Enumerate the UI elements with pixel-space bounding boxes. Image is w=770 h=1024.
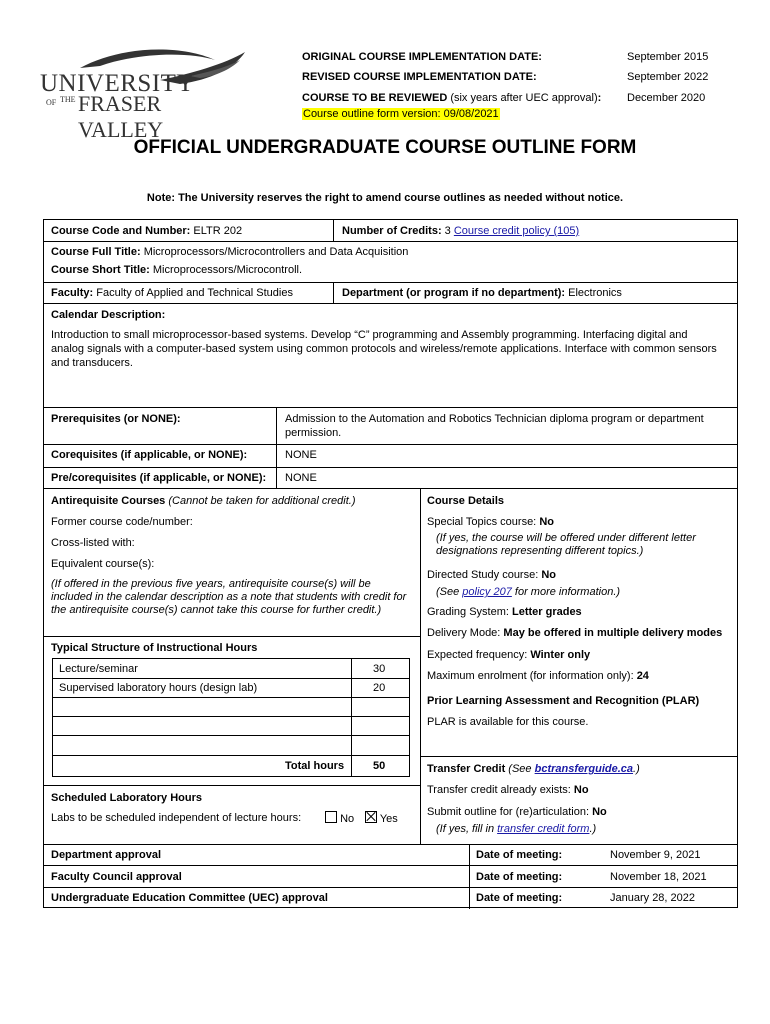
directed-study-field <box>427 568 556 582</box>
yes-label: Yes <box>379 813 398 825</box>
credits-value: 3 <box>441 225 454 237</box>
special-topics-value: No <box>539 516 554 528</box>
approval-label: Department approval <box>51 849 162 861</box>
delivery-value: May be offered in multiple delivery modes <box>503 627 723 639</box>
review-date-label: COURSE TO BE REVIEWED <box>302 92 448 104</box>
antireq-note: (Cannot be taken for additional credit.) <box>165 495 356 507</box>
calendar-description-label: Calendar Description: <box>51 309 166 321</box>
antireq-heading <box>51 494 355 508</box>
grading-label: Grading System: <box>427 606 512 618</box>
precoreq-value: NONE <box>285 472 317 484</box>
delivery-label: Delivery Mode: <box>427 627 504 639</box>
lab-hours-heading: Scheduled Laboratory Hours <box>51 792 202 804</box>
special-topics-label: Special Topics course: <box>427 516 540 528</box>
total-hours-value: 50 <box>373 760 386 772</box>
transfer-exists-value: No <box>573 784 589 796</box>
course-details-heading: Course Details <box>427 495 505 507</box>
no-checkbox[interactable] <box>325 811 337 823</box>
bctransferguide-link[interactable]: bctransferguide.ca <box>534 763 634 775</box>
transfer-credit-heading <box>427 762 640 776</box>
review-date-note: (six years after UEC approval) <box>447 92 598 104</box>
review-date-colon: : <box>597 92 602 104</box>
faculty-label: Faculty: <box>51 287 94 299</box>
short-title-label: Course Short Title: <box>51 264 150 276</box>
review-date-line <box>302 92 601 104</box>
submit-outline-label: Submit outline for (re)articulation: <box>427 806 593 818</box>
transfer-credit-label: Transfer Credit <box>427 763 506 775</box>
original-date-label: ORIGINAL COURSE IMPLEMENTATION DATE: <box>302 51 542 63</box>
review-date-value: December 2020 <box>627 92 706 104</box>
course-code-value: ELTR 202 <box>190 225 243 237</box>
logo-of-text: OF <box>46 98 57 107</box>
delivery-field <box>427 626 722 640</box>
yes-checkbox[interactable] <box>365 811 377 823</box>
former-course-label: Former course code/number: <box>51 516 193 528</box>
hours-table <box>52 658 410 777</box>
short-title-field <box>51 263 302 277</box>
original-date-value: September 2015 <box>627 51 709 63</box>
directed-note-post: for more information.) <box>511 586 621 598</box>
no-label: No <box>340 813 355 825</box>
lab-question: Labs to be scheduled independent of lecture hours: <box>51 812 302 824</box>
transfer-credit-form-link[interactable]: transfer credit form <box>497 823 590 835</box>
special-topics-note: (If yes, the course will be offered under different letter designations representing different topics.) <box>436 532 696 557</box>
grading-value: Letter grades <box>511 606 582 618</box>
directed-study-value: No <box>541 569 557 581</box>
prereq-value: Admission to the Automation and Robotics Technician diploma program or department permission. <box>285 413 704 439</box>
submit-outline-field <box>427 805 607 819</box>
faculty-field <box>51 286 293 300</box>
meeting-date: November 18, 2021 <box>610 871 707 883</box>
department-label: Department (or program if no department): <box>342 287 566 299</box>
prereq-label: Prerequisites (or NONE): <box>51 413 181 425</box>
department-field <box>342 286 622 300</box>
course-code-field <box>51 224 242 238</box>
lab-no-option[interactable] <box>325 811 354 826</box>
form-version: Course outline form version: 09/08/2021 <box>303 108 499 120</box>
approval-label: Undergraduate Education Committee (UEC) approval <box>51 892 328 904</box>
hours-row-name: Lecture/seminar <box>59 663 138 675</box>
total-hours-label: Total hours <box>285 760 345 772</box>
plar-heading: Prior Learning Assessment and Recognition (PLAR) <box>427 695 700 707</box>
revised-date-value: September 2022 <box>627 71 709 83</box>
directed-study-note <box>436 585 620 599</box>
course-outline-form <box>43 219 738 908</box>
antireq-label: Antirequisite Courses <box>51 495 166 507</box>
logo-fraser-valley-text: FRASER VALLEY <box>78 91 164 142</box>
hours-row-name: Supervised laboratory hours (design lab) <box>59 682 258 694</box>
lab-yes-option[interactable] <box>365 811 398 826</box>
grading-field <box>427 605 582 619</box>
credits-label: Number of Credits: <box>342 225 442 237</box>
transfer-note-pre: (See <box>505 763 535 775</box>
department-value: Electronics <box>565 287 622 299</box>
credits-field <box>342 224 579 238</box>
coreq-value: NONE <box>285 449 317 461</box>
logo-the-text: THE <box>60 95 76 104</box>
hours-row-value: 20 <box>373 682 386 694</box>
full-title-field <box>51 245 408 259</box>
revised-date-label: REVISED COURSE IMPLEMENTATION DATE: <box>302 71 537 83</box>
transfer-form-note <box>436 822 596 836</box>
course-code-label: Course Code and Number: <box>51 225 191 237</box>
crosslisted-label: Cross-listed with: <box>51 537 135 549</box>
enrolment-label: Maximum enrolment (for information only): <box>427 670 637 682</box>
full-title-label: Course Full Title: <box>51 246 141 258</box>
hours-heading: Typical Structure of Instructional Hours <box>51 642 258 654</box>
policy-207-link[interactable]: policy 207 <box>462 586 512 598</box>
antireq-offered-note: (If offered in the previous five years, antirequisite course(s) will be included in the calendar description as a note that students with credit for the antirequisite course(s) cannot take this course for further credit.) <box>51 578 407 616</box>
approval-label: Faculty Council approval <box>51 871 182 883</box>
university-logo <box>40 46 250 142</box>
submit-outline-value: No <box>592 806 607 818</box>
equivalent-label: Equivalent course(s): <box>51 558 155 570</box>
fill-note-post: .) <box>589 823 597 835</box>
enrolment-field <box>427 669 649 683</box>
transfer-exists-field <box>427 783 589 797</box>
directed-note-pre: (See <box>436 586 463 598</box>
frequency-label: Expected frequency: <box>427 649 531 661</box>
meeting-label: Date of meeting: <box>476 871 563 883</box>
coreq-label: Corequisites (if applicable, or NONE): <box>51 449 248 461</box>
fill-note-pre: (If yes, fill in <box>436 823 498 835</box>
transfer-note-post: .) <box>633 763 640 775</box>
hours-row-value: 30 <box>373 663 386 675</box>
credit-policy-link[interactable]: Course credit policy (105) <box>453 225 580 237</box>
frequency-field <box>427 648 590 662</box>
enrolment-value: 24 <box>636 670 649 682</box>
precoreq-label: Pre/corequisites (if applicable, or NONE): <box>51 472 267 484</box>
meeting-date: November 9, 2021 <box>610 849 701 861</box>
page-title: OFFICIAL UNDERGRADUATE COURSE OUTLINE FORM <box>133 137 637 158</box>
plar-text: PLAR is available for this course. <box>427 716 589 728</box>
meeting-date: January 28, 2022 <box>610 892 696 904</box>
disclaimer-note: Note: The University reserves the right to amend course outlines as needed without notice. <box>146 192 624 204</box>
short-title-value: Microprocessors/Microcontroll. <box>149 264 303 276</box>
meeting-label: Date of meeting: <box>476 892 563 904</box>
faculty-value: Faculty of Applied and Technical Studies <box>93 287 293 299</box>
full-title-value: Microprocessors/Microcontrollers and Data Acquisition <box>140 246 409 258</box>
transfer-exists-label: Transfer credit already exists: <box>427 784 574 796</box>
calendar-description-text: Introduction to small microprocessor-based systems. Develop “C” programming and Assembly programming. Interfacing digital and analog signals with a computer-based system using common protocols and wireless/remote applications. Interface with common sensors and transducers. <box>51 329 717 369</box>
special-topics-field <box>427 515 554 529</box>
logo-university-text: UNIVERSITY <box>40 70 195 97</box>
directed-study-label: Directed Study course: <box>427 569 542 581</box>
frequency-value: Winter only <box>530 649 591 661</box>
meeting-label: Date of meeting: <box>476 849 563 861</box>
